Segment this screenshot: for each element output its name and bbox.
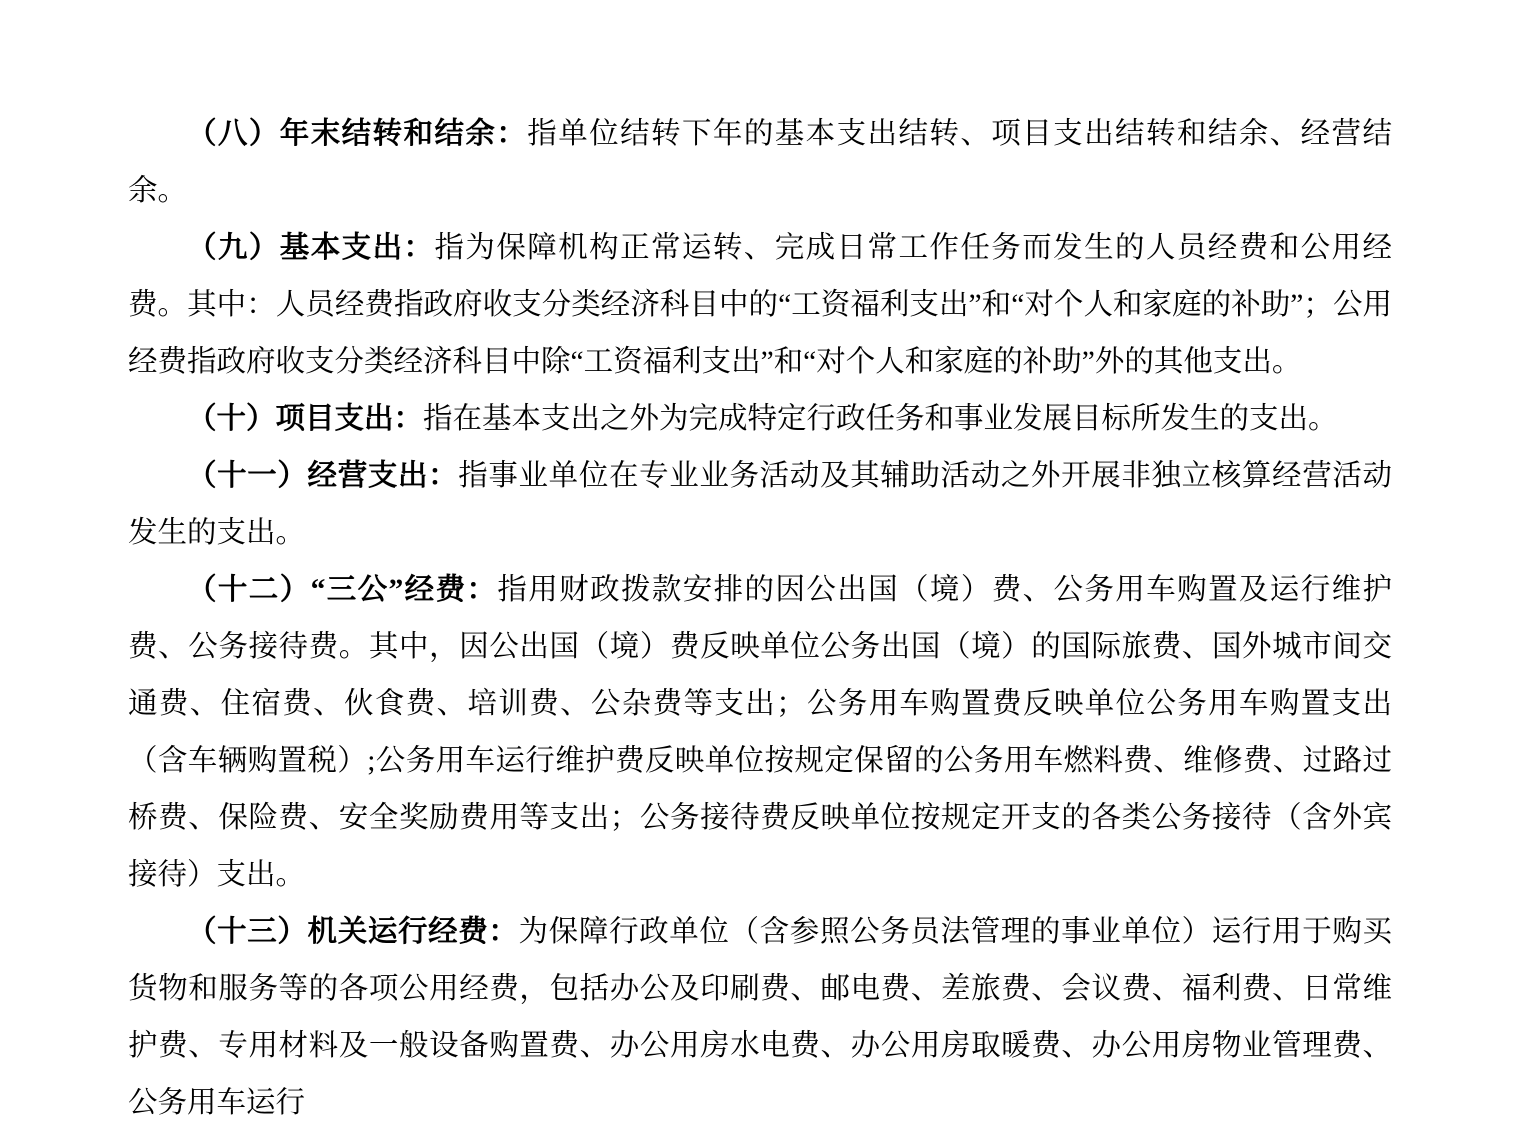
paragraph-agency-operating-funds bbox=[128, 904, 1392, 1132]
definition-basic-expenditure: 指为保障机构正常运转、完成日常工作任务而发生的人员经费和公用经费。其中：人员经费指政府收支分类经济科目中的“工资福利支出”和“对个人和家庭的补助”；公用经费指政府收支分类经济科目中除“工资福利支出”和“对个人和家庭的补助”外的其他支出。 bbox=[128, 232, 1392, 378]
term-agency-operating-funds: （十三）机关运行经费： bbox=[187, 916, 519, 948]
term-year-end-carryover: （八）年末结转和结余： bbox=[187, 118, 528, 150]
definition-operating-expenditure: 指事业单位在专业业务活动及其辅助活动之外开展非独立核算经营活动发生的支出。 bbox=[128, 460, 1392, 549]
term-project-expenditure: （十）项目支出： bbox=[187, 403, 424, 435]
definition-three-public-funds: 指用财政拨款安排的因公出国（境）费、公务用车购置及运行维护费、公务接待费。其中，因公出国（境）费反映单位公务出国（境）的国际旅费、国外城市间交通费、住宿费、伙食费、培训费、公杂费等支出；公务用车购置费反映单位公务用车购置支出（含车辆购置税）;公务用车运行维护费反映单位按规定保留的公务用车燃料费、维修费、过路过桥费、保险费、安全奖励费用等支出；公务接待费反映单位按规定开支的各类公务接待（含外宾接待）支出。 bbox=[128, 574, 1392, 891]
paragraph-project-expenditure bbox=[128, 391, 1392, 448]
definition-project-expenditure: 指在基本支出之外为完成特定行政任务和事业发展目标所发生的支出。 bbox=[423, 403, 1338, 435]
paragraph-year-end-carryover bbox=[128, 106, 1392, 220]
definition-year-end-carryover: 指单位结转下年的基本支出结转、项目支出结转和结余、经营结余。 bbox=[128, 118, 1392, 207]
term-three-public-funds: （十二）“三公”经费： bbox=[187, 574, 498, 606]
term-operating-expenditure: （十一）经营支出： bbox=[187, 460, 459, 492]
paragraph-basic-expenditure bbox=[128, 220, 1392, 391]
paragraph-three-public-funds bbox=[128, 562, 1392, 904]
paragraph-operating-expenditure bbox=[128, 448, 1392, 562]
definition-agency-operating-funds: 为保障行政单位（含参照公务员法管理的事业单位）运行用于购买货物和服务等的各项公用经费，包括办公及印刷费、邮电费、差旅费、会议费、福利费、日常维护费、专用材料及一般设备购置费、办公用房水电费、办公用房取暖费、办公用房物业管理费、公务用车运行 bbox=[128, 916, 1392, 1119]
term-basic-expenditure: （九）基本支出： bbox=[187, 232, 435, 264]
